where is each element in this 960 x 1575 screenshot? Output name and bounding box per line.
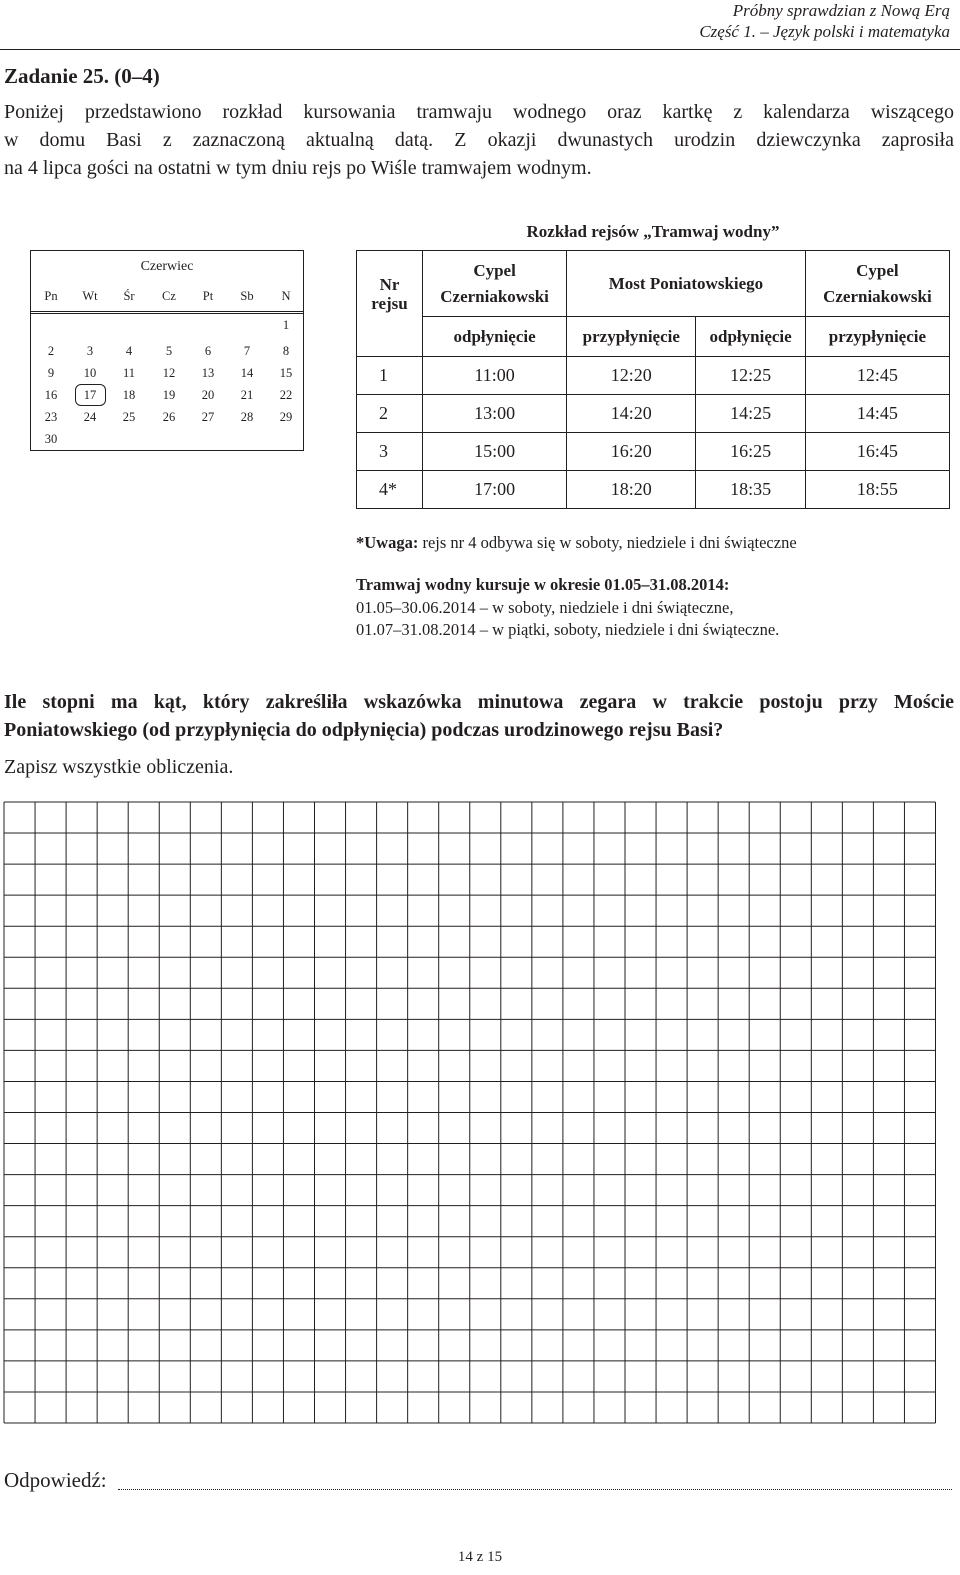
table-row bbox=[357, 471, 950, 509]
note-text: rejs nr 4 odbywa się w soboty, niedziele i dni świąteczne bbox=[418, 533, 797, 552]
station-line: Czerniakowski bbox=[823, 286, 932, 306]
calendar-day: 8 bbox=[282, 344, 290, 358]
period-line: 01.05–30.06.2014 – w soboty, niedziele i dni świąteczne, bbox=[356, 598, 734, 617]
intro-line: na 4 lipca gości na ostatni w tym dniu rejs po Wiśle tramwajem wodnym. bbox=[4, 157, 592, 179]
header-trip-number-line: Nr bbox=[379, 274, 400, 294]
calendar-day: 4 bbox=[125, 344, 133, 358]
calendar-day-name: Cz bbox=[162, 289, 176, 303]
calendar-day: 10 bbox=[83, 366, 97, 380]
period-title: Tramwaj wodny kursuje w okresie 01.05–31.08.2014: bbox=[356, 575, 730, 594]
header-title: Próbny sprawdzian z Nową Erą bbox=[732, 1, 950, 20]
calendar-day: 14 bbox=[240, 366, 254, 380]
calendar-day: 20 bbox=[201, 388, 215, 402]
calendar-month: Czerwiec bbox=[140, 259, 194, 274]
time-cell: 16:45 bbox=[805, 433, 949, 471]
calendar-day: 19 bbox=[162, 388, 176, 402]
header-station-end bbox=[805, 251, 949, 317]
station-line: Czerniakowski bbox=[440, 286, 549, 306]
time-cell: 11:00 bbox=[423, 357, 567, 395]
station-line: Cypel bbox=[856, 260, 899, 280]
task-title: Zadanie 25. (0–4) bbox=[4, 64, 160, 88]
header-direction: przypłynięcie bbox=[805, 317, 949, 357]
trip-number: 2 bbox=[357, 395, 423, 433]
calendar-day-name: Śr bbox=[123, 289, 135, 303]
calendar-day-name: N bbox=[281, 289, 291, 303]
calendar-day: 7 bbox=[243, 344, 251, 358]
calendar-day-name: Wt bbox=[82, 289, 98, 303]
note-label: *Uwaga: bbox=[356, 533, 419, 552]
intro-line: w domu Basi z zaznaczoną aktualną datą. Z okazji dwunastych urodzin dziewczynka zaprosiła bbox=[4, 129, 954, 151]
header-direction: odpłynięcie bbox=[696, 317, 805, 357]
page-header bbox=[550, 0, 950, 42]
intro-line: Poniżej przedstawiono rozkład kursowania tramwaju wodnego oraz kartkę z kalendarza wiszącego bbox=[4, 101, 954, 123]
question bbox=[4, 688, 954, 744]
calendar-day: 25 bbox=[122, 410, 136, 424]
period-line: 01.07–31.08.2014 – w piątki, soboty, niedziele i dni świąteczne. bbox=[356, 620, 780, 639]
calendar-divider bbox=[31, 313, 303, 314]
header-subtitle: Część 1. – Język polski i matematyka bbox=[699, 22, 950, 41]
schedule-note bbox=[356, 533, 797, 553]
header-direction: przypłynięcie bbox=[567, 317, 696, 357]
calendar-day: 13 bbox=[201, 366, 215, 380]
instruction: Zapisz wszystkie obliczenia. bbox=[4, 756, 234, 778]
trip-number: 3 bbox=[357, 433, 423, 471]
time-cell: 18:20 bbox=[567, 471, 696, 509]
time-cell: 18:55 bbox=[805, 471, 949, 509]
calendar-day: 26 bbox=[162, 410, 176, 424]
calendar-divider bbox=[31, 311, 303, 312]
calculation-grid[interactable] bbox=[0, 799, 960, 1449]
calendar-day-name: Sb bbox=[240, 289, 254, 303]
header-station-bridge: Most Poniatowskiego bbox=[567, 251, 806, 317]
calendar-day: 27 bbox=[201, 410, 215, 424]
calendar-day: 17 bbox=[83, 388, 97, 402]
table-row bbox=[357, 433, 950, 471]
trip-number: 4* bbox=[357, 471, 423, 509]
calendar-day: 15 bbox=[279, 366, 293, 380]
calendar-page bbox=[30, 250, 304, 451]
table-row bbox=[357, 395, 950, 433]
schedule-table bbox=[356, 250, 950, 509]
calendar-day: 3 bbox=[86, 344, 94, 358]
calendar-day: 22 bbox=[279, 388, 293, 402]
schedule-title: Rozkład rejsów „Tramwaj wodny” bbox=[526, 222, 780, 241]
header-direction: odpłynięcie bbox=[423, 317, 567, 357]
time-cell: 17:00 bbox=[423, 471, 567, 509]
header-trip-number bbox=[357, 251, 423, 357]
calendar-day: 30 bbox=[44, 432, 58, 446]
time-cell: 16:25 bbox=[696, 433, 805, 471]
page-number: 14 z 15 bbox=[457, 1549, 503, 1565]
calendar-day: 2 bbox=[47, 344, 55, 358]
header-divider bbox=[0, 49, 960, 50]
question-line: Poniatowskiego (od przypłynięcia do odpłynięcia) podczas urodzinowego rejsu Basi? bbox=[4, 719, 724, 741]
time-cell: 14:45 bbox=[805, 395, 949, 433]
calendar-day: 23 bbox=[44, 410, 58, 424]
calendar-day: 24 bbox=[83, 410, 97, 424]
question-line: Ile stopni ma kąt, który zakreśliła wskazówka minutowa zegara w trakcie postoju przy Moście bbox=[4, 691, 954, 713]
station-line: Cypel bbox=[473, 260, 516, 280]
calendar-day: 5 bbox=[165, 344, 173, 358]
current-date-marker bbox=[75, 384, 106, 406]
calendar-day: 6 bbox=[204, 344, 212, 358]
calendar-day: 28 bbox=[240, 410, 254, 424]
time-cell: 14:20 bbox=[567, 395, 696, 433]
calendar-day-name: Pt bbox=[202, 289, 214, 303]
time-cell: 16:20 bbox=[567, 433, 696, 471]
time-cell: 12:45 bbox=[805, 357, 949, 395]
time-cell: 15:00 bbox=[423, 433, 567, 471]
calendar-day: 9 bbox=[47, 366, 55, 380]
table-row bbox=[357, 357, 950, 395]
calendar-day: 11 bbox=[122, 366, 136, 380]
time-cell: 18:35 bbox=[696, 471, 805, 509]
calendar-day: 1 bbox=[282, 318, 290, 332]
calendar-day: 21 bbox=[240, 388, 254, 402]
trip-number: 1 bbox=[357, 357, 423, 395]
calendar-day: 16 bbox=[44, 388, 58, 402]
time-cell: 13:00 bbox=[423, 395, 567, 433]
task-intro bbox=[4, 98, 954, 182]
answer-label: Odpowiedź: bbox=[4, 1468, 107, 1492]
header-station-start bbox=[423, 251, 567, 317]
answer-field[interactable] bbox=[118, 1489, 952, 1490]
time-cell: 12:25 bbox=[696, 357, 805, 395]
time-cell: 12:20 bbox=[567, 357, 696, 395]
calendar-day: 12 bbox=[162, 366, 176, 380]
header-trip-number-line: rejsu bbox=[371, 293, 408, 313]
calendar-day: 29 bbox=[279, 410, 293, 424]
calendar-day-name: Pn bbox=[44, 289, 58, 303]
calendar-day: 18 bbox=[122, 388, 136, 402]
time-cell: 14:25 bbox=[696, 395, 805, 433]
